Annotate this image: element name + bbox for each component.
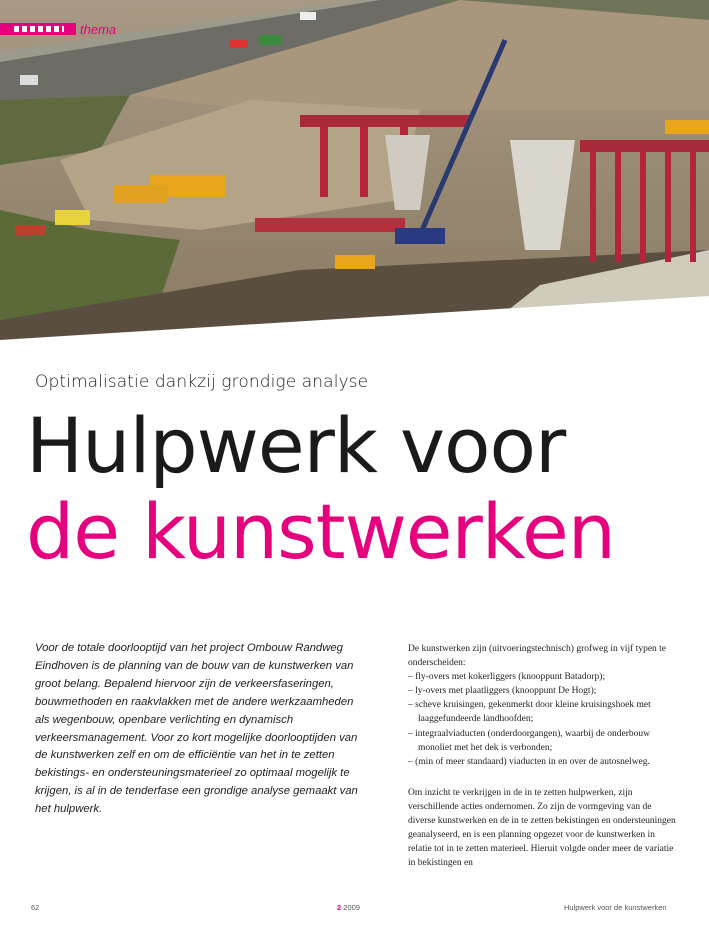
- list-item: – ly-overs met plaatliggers (knooppunt De Hogt);: [408, 686, 597, 697]
- intro-text: Voor de totale doorlooptijd van het project Ombouw Randweg Eindhoven is de planning van de bouw van de kunstwerken van groot belang. Bepalend hiervoor zijn de verkeersfaseringen, bouwmethoden en raakvlakken met de andere werkzaamheden als wegenbouw, openbare verlichting en dynamisch verkeersmanagement. Voor zo kort mogelijke doorlooptijden van de kunstwerken zelf en om de efficiëntie van het in te zetten bekistings- en ondersteuningsmaterieel zo optimaal mogelijk te krijgen, is al in de tenderfase een grondige analyse gemaakt van het hulpwerk.: [35, 642, 358, 816]
- intro-paragraph: [35, 640, 367, 819]
- issue-number: 2: [337, 903, 342, 912]
- list-item: – (min of meer standaard) viaducten in en over de autosnelweg.: [408, 756, 650, 767]
- running-title: Hulpwerk voor de kunstwerken: [564, 903, 667, 912]
- article-title-line1: Hulpwerk voor: [26, 401, 566, 490]
- list-item: – integraalviaducten (onderdoorgangen), waarbij de onderbouw monoliet met het dek is verbonden;: [408, 728, 650, 753]
- article-title-line2: de kunstwerken: [26, 487, 615, 576]
- section-tag-label: thema: [80, 21, 117, 37]
- types-list: [408, 670, 676, 769]
- body-paragraph-1: De kunstwerken zijn (uitvoeringstechnisch) grofweg in vijf typen te onderscheiden:: [408, 644, 667, 669]
- list-item: – fly-overs met kokerliggers (knooppunt Batadorp);: [408, 672, 606, 683]
- photo-diagonal-cut: [0, 0, 709, 345]
- list-item: – scheve kruisingen, gekenmerkt door kleine kruisingshoek met laaggefundeerde landhoofden;: [408, 700, 651, 725]
- body-column: [408, 642, 676, 870]
- article-kicker: Optimalisatie dankzij grondige analyse: [35, 372, 369, 392]
- issue-info: [337, 903, 360, 912]
- page-number: 62: [31, 903, 40, 912]
- body-paragraph-2: Om inzicht te verkrijgen in de in te zetten hulpwerken, zijn verschillende acties ondernomen. Zo zijn de vormgeving van de diverse kunstwerken en de in te zetten bekistingen en ondersteuningen geanalyseerd, en is een planning opgezet voor de kunstwerken in relatie tot in te zetten materieel. Hieruit volgde onder meer de variatie in bekistingen en: [408, 787, 676, 869]
- issue-year: 2009: [343, 903, 360, 912]
